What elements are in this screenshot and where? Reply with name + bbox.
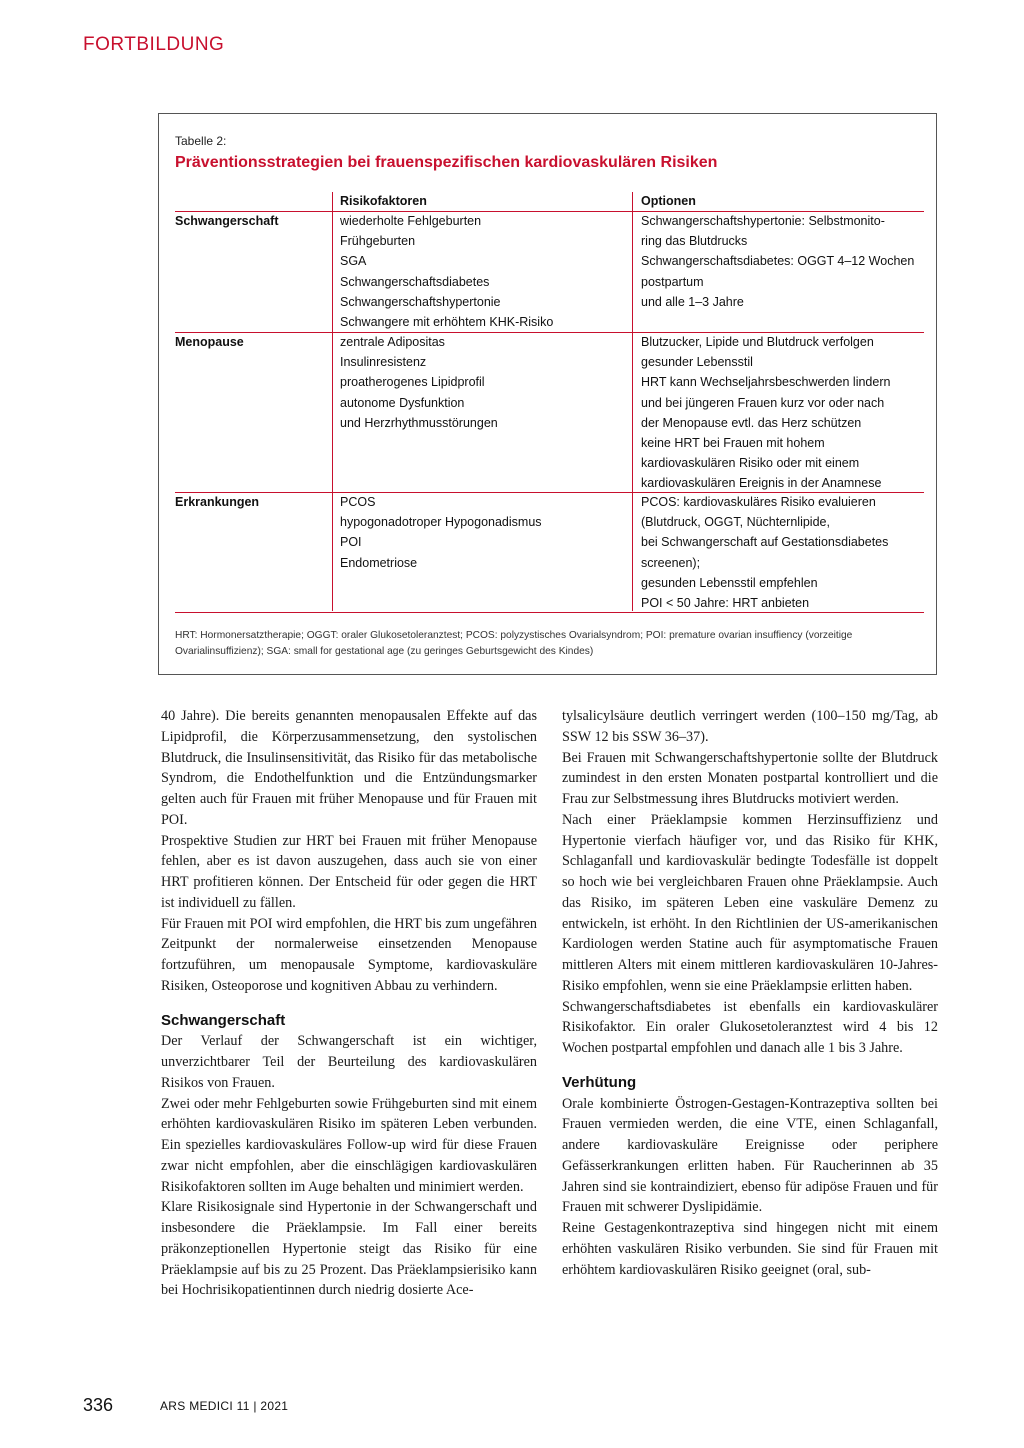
- section-heading-verhuetung: Verhütung: [562, 1073, 637, 1091]
- paragraph: Nach einer Präeklampsie kommen Herzinsuffizienz und Hypertonie vierfach häufiger vor, und das Risiko für KHK, Schlaganfall und kardiovaskulär bedingte Todesfälle ist doppelt so hoch wie bei vergleichbaren Frauen ohne Präeklampsie. Auch das Risiko, im späteren Leben eine vaskuläre Demenz zu entwickeln, ist erhöht. In den Richtlinien der US-amerikanischen Kardiologen werden Statine auch für asymptomatische Frauen mittleren Alters mit einem mittleren kardiovaskulären 10-Jahres-Risiko empfohlen, wenn sie eine Präeklampsie erlitten haben.: [562, 811, 938, 994]
- paragraph: Orale kombinierte Östrogen-Gestagen-Kontrazeptiva sollten bei Frauen vermieden werden, die eine VTE, einen Schlaganfall, andere kardiovaskuläre Ereignisse oder periphere Gefässerkrankungen erlitten haben. Für Raucherinnen ab 35 Jahren sind sie kontraindiziert, ebenso für adipöse Frauen und für Frauen mit schwerer Dyslipidämie.: [562, 1095, 938, 1216]
- row-label-menopause: Menopause: [175, 335, 244, 349]
- option-line: Schwangerschaftsdiabetes: OGGT 4–12 Wochen: [641, 254, 915, 269]
- risk-item: POI: [340, 535, 362, 550]
- paragraph: Klare Risikosignale sind Hypertonie in der Schwangerschaft und insbesondere die Präeklampsie. Im Fall einer bereits präkonzeptionellen Hypertonie steigt das Risiko für eine Präeklampsie auf bis zu 25 Prozent. Das Präeklampsierisiko kann bei Hochrisikopatientinnen durch niedrig dosierte Ace-: [161, 1199, 537, 1299]
- option-line: POI < 50 Jahre: HRT anbieten: [641, 596, 810, 611]
- option-line: der Menopause evtl. das Herz schützen: [641, 415, 862, 430]
- table-bottom-rule: [175, 612, 924, 613]
- table-footnote: HRT: Hormonersatztherapie; OGGT: oraler Glukosetoleranztest; PCOS: polyzystisches Ovarialsyndrom; POI: premature ovarian insuffiency (vorzeitige Ovarialinsuffizienz); SGA: small for gestational age (zu geringes Geburtsgewicht des Kindes): [175, 630, 853, 657]
- risk-item: zentrale Adipositas: [340, 335, 445, 349]
- paragraph: Der Verlauf der Schwangerschaft ist ein wichtiger, unverzichtbarer Teil der Beurteilung des kardiovaskulären Risikos von Frauen.: [161, 1033, 537, 1091]
- risk-item: Endometriose: [340, 555, 418, 570]
- paragraph: Reine Gestagenkontrazeptiva sind hingegen nicht mit einem erhöhten vaskulären Risiko verbunden. Sie sind für Frauen mit erhöhtem kardiovaskulären Risiko geeignet (oral, sub-: [562, 1220, 938, 1278]
- table-box: [158, 113, 937, 675]
- risk-item: PCOS: [340, 495, 376, 509]
- journal-name: ARS MEDICI 11 | 2021: [160, 1399, 289, 1413]
- row-menopause-risk: [340, 332, 498, 433]
- paragraph: Für Frauen mit POI wird empfohlen, die HRT bis zum ungefähren Zeitpunkt der normalerweise einsetzenden Menopause fortzuführen, um menopausale Symptome, kardiovaskuläre Risiken, Osteoporose und kognitiven Abbau zu verhindern.: [161, 915, 537, 994]
- row-schwangerschaft-options: [641, 211, 914, 312]
- option-line: kardiovaskulären Risiko oder mit einem: [641, 456, 860, 471]
- column-divider-2: [632, 192, 633, 611]
- paragraph: 40 Jahre). Die bereits genannten menopausalen Effekte auf das Lipidprofil, die Körperzusammensetzung, den systolischen Blutdruck, die Insulinsensitivität, das Risiko für das metabolische Syndrom, die Endothelfunktion und die Entzündungsmarker gelten auch für Frauen mit früher Menopause und für Frauen mit POI.: [161, 708, 537, 828]
- option-line: bei Schwangerschaft auf Gestationsdiabetes: [641, 535, 889, 550]
- option-line: kardiovaskulären Ereignis in der Anamnese: [641, 476, 882, 491]
- option-line: Blutzucker, Lipide und Blutdruck verfolgen: [641, 335, 874, 349]
- section-heading-schwangerschaft: Schwangerschaft: [161, 1011, 286, 1029]
- paragraph: Schwangerschaftsdiabetes ist ebenfalls ein kardiovaskulärer Risikofaktor. Ein oraler Glukosetoleranztest wird 4 bis 12 Wochen postpartal empfohlen und danach alle 1 bis 3 Jahre.: [562, 998, 938, 1056]
- risk-item: Schwangere mit erhöhtem KHK-Risiko: [340, 315, 554, 330]
- option-line: PCOS: kardiovaskuläres Risiko evaluieren: [641, 495, 876, 509]
- column-header-risk: Risikofaktoren: [340, 194, 427, 208]
- row-label-schwangerschaft: Schwangerschaft: [175, 214, 279, 228]
- risk-item: SGA: [340, 254, 367, 269]
- option-line: keine HRT bei Frauen mit hohem: [641, 436, 825, 451]
- option-line: HRT kann Wechseljahrsbeschwerden lindern: [641, 375, 891, 390]
- risk-item: Insulinresistenz: [340, 355, 427, 370]
- section-label: FORTBILDUNG: [83, 34, 225, 55]
- risk-item: Frühgeburten: [340, 234, 416, 249]
- text-column-left: [161, 706, 537, 1301]
- risk-item: Schwangerschaftshypertonie: [340, 294, 501, 309]
- paragraph: Bei Frauen mit Schwangerschaftshypertonie sollte der Blutdruck zumindest in den ersten Monaten postpartal kontrolliert und die Frau zur Selbstmessung ihres Blutdrucks motiviert werden.: [562, 749, 938, 807]
- risk-item: und Herzrhythmusstörungen: [340, 415, 498, 430]
- table-caption: Tabelle 2:: [175, 134, 227, 148]
- paragraph: tylsalicylsäure deutlich verringert werden (100–150 mg/Tag, ab SSW 12 bis SSW 36–37).: [562, 708, 938, 745]
- row-erkrankungen-options: [641, 492, 888, 613]
- paragraph: Prospektive Studien zur HRT bei Frauen mit früher Menopause fehlen, aber es ist davon auszugehen, dass auch sie von einer HRT profitieren können. Der Entscheid für oder gegen die HRT ist individuell zu fällen.: [161, 832, 537, 911]
- paragraph: Zwei oder mehr Fehlgeburten sowie Frühgeburten sind mit einem erhöhten kardiovaskulären Risiko im späteren Leben verbunden. Ein spezielles kardiovaskuläres Follow-up wird für diese Frauen zwar nicht empfohlen, aber die einschlägigen kardiovaskulären Risikofaktoren sollten im Auge behalten und minimiert werden.: [161, 1095, 537, 1195]
- column-divider-1: [332, 192, 333, 611]
- row-menopause-options: [641, 332, 890, 494]
- option-line: gesunden Lebensstil empfehlen: [641, 575, 818, 590]
- risk-item: wiederholte Fehlgeburten: [340, 214, 482, 228]
- table-title: Präventionsstrategien bei frauenspezifischen kardiovaskulären Risiken: [175, 154, 718, 171]
- option-line: gesunder Lebensstil: [641, 355, 753, 370]
- option-line: Schwangerschaftshypertonie: Selbstmonito-: [641, 214, 885, 228]
- option-line: ring das Blutdrucks: [641, 234, 748, 249]
- row-erkrankungen-risk: [340, 492, 542, 573]
- row-schwangerschaft-risk: [340, 211, 553, 332]
- option-line: (Blutdruck, OGGT, Nüchternlipide,: [641, 515, 830, 530]
- option-line: postpartum: [641, 274, 704, 289]
- risk-item: autonome Dysfunktion: [340, 395, 465, 410]
- option-line: screenen);: [641, 555, 701, 570]
- risk-item: Schwangerschaftsdiabetes: [340, 274, 490, 289]
- option-line: und alle 1–3 Jahre: [641, 294, 744, 309]
- risk-item: hypogonadotroper Hypogonadismus: [340, 515, 542, 530]
- column-header-options: Optionen: [641, 194, 696, 208]
- page-number: 336: [83, 1395, 114, 1415]
- text-column-right: [562, 706, 938, 1280]
- risk-item: proatherogenes Lipidprofil: [340, 375, 485, 390]
- row-label-erkrankungen: Erkrankungen: [175, 495, 260, 509]
- option-line: und bei jüngeren Frauen kurz vor oder nach: [641, 395, 885, 410]
